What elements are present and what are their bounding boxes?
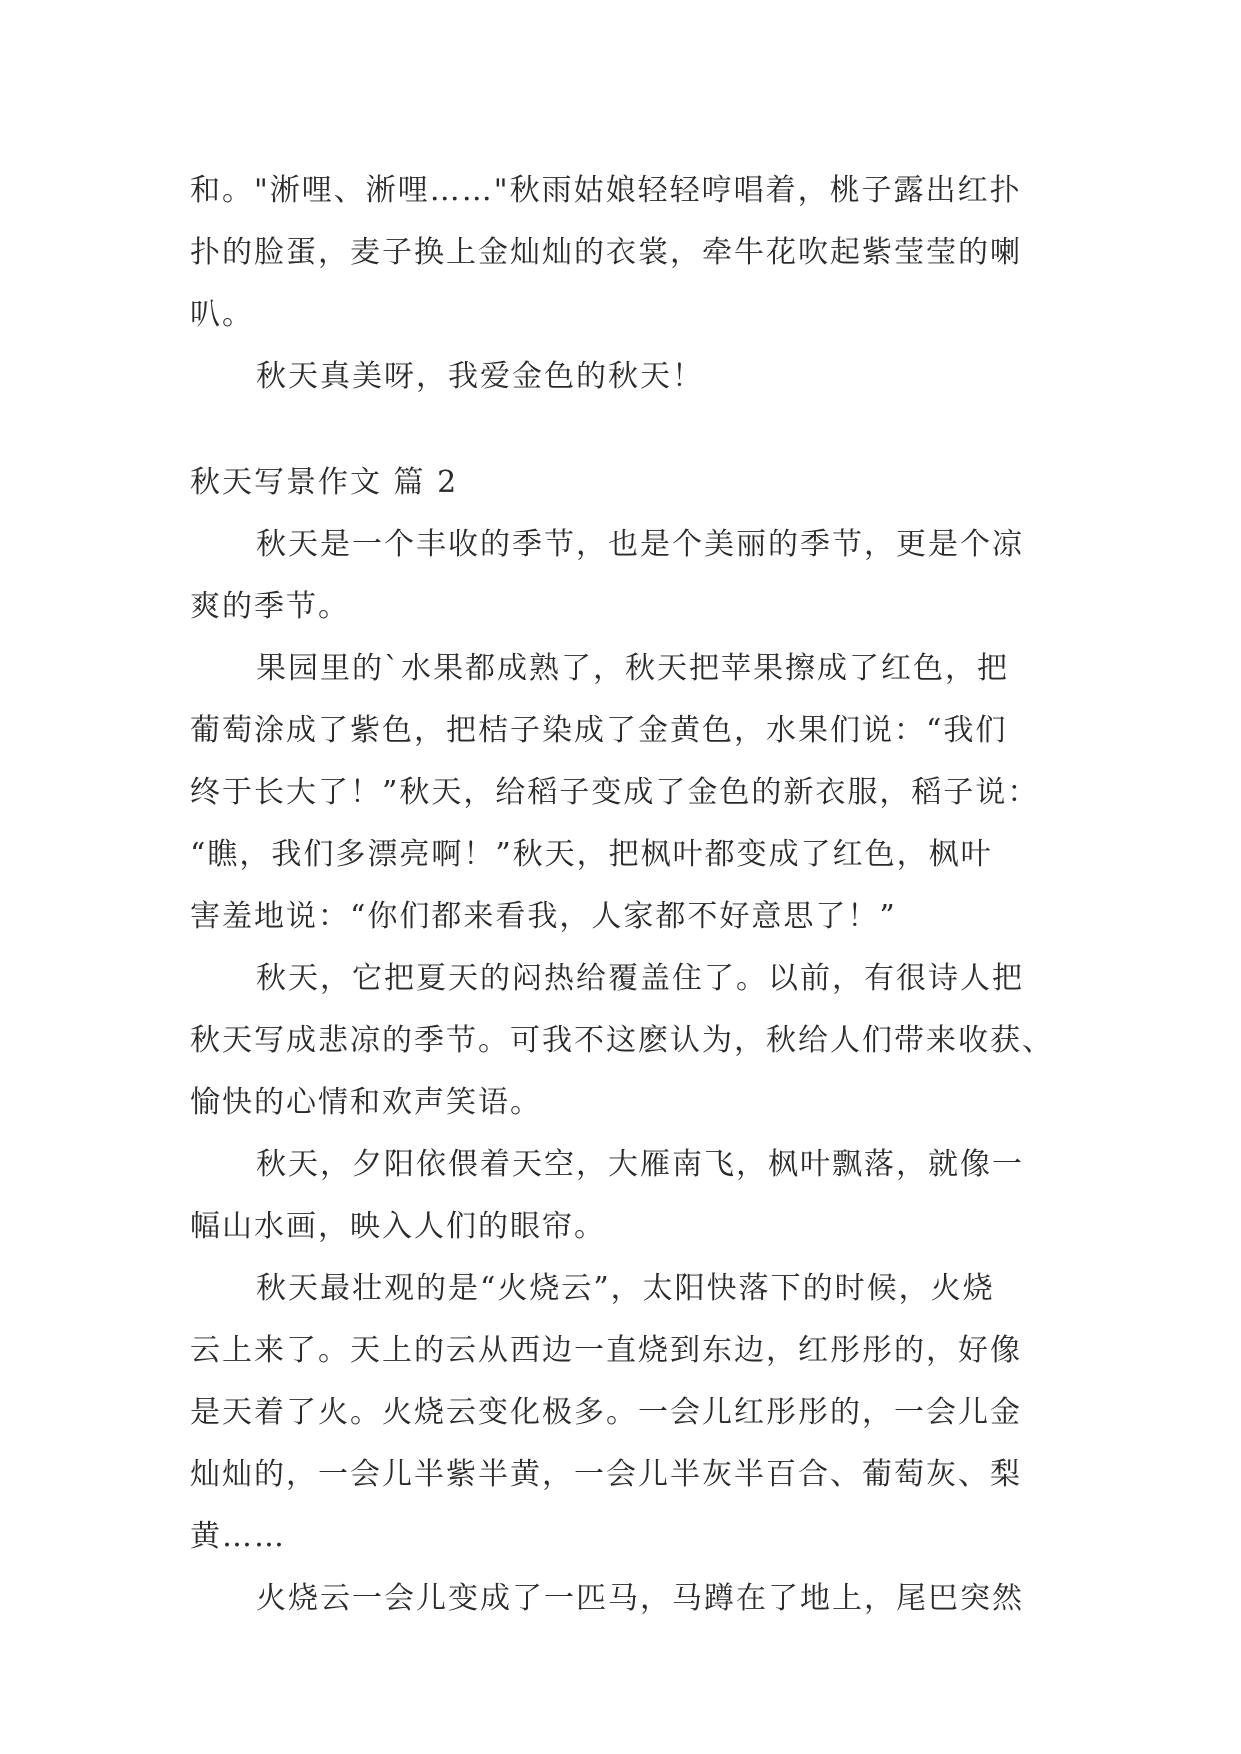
text-line: 是天着了火。火烧云变化极多。一会儿红彤彤的，一会儿金 (190, 1395, 1022, 1430)
text-line: 秋天，它把夏天的闷热给覆盖住了。以前，有很诗人把 (256, 961, 1024, 996)
text-line: 黄…… (190, 1519, 286, 1554)
text-line: 害羞地说：“你们都来看我，人家都不好意思了！” (190, 899, 897, 934)
paragraph (190, 638, 1070, 948)
section-heading: 秋天写景作文 篇 2 (190, 465, 459, 500)
document-page (190, 160, 1070, 1630)
text-line: 秋天，夕阳依偎着天空，大雁南飞，枫叶飘落，就像一 (256, 1147, 1024, 1182)
paragraph (190, 1258, 1070, 1568)
paragraph (190, 1134, 1070, 1258)
text-line: 秋天真美呀，我爱金色的秋天！ (256, 359, 704, 394)
text-line: 和。"淅哩、淅哩……"秋雨姑娘轻轻哼唱着，桃子露出红扑 (190, 173, 1022, 208)
text-line: 秋天是一个丰收的季节，也是个美丽的季节，更是个凉 (256, 527, 1024, 562)
paragraph (190, 1568, 1070, 1630)
text-line: 幅山水画，映入人们的眼帘。 (190, 1209, 606, 1244)
text-line: 葡萄涂成了紫色，把桔子染成了金黄色，水果们说：“我们 (190, 713, 1008, 748)
text-line: 秋天最壮观的是“火烧云”，太阳快落下的时候，火烧 (256, 1271, 995, 1306)
text-line: 秋天写成悲凉的季节。可我不这麽认为，秋给人们带来收获、 (190, 1023, 1054, 1058)
paragraph (190, 948, 1070, 1134)
paragraph (190, 514, 1070, 638)
text-line: 愉快的心情和欢声笑语。 (190, 1085, 542, 1120)
closing-paragraph (190, 346, 1070, 408)
text-line: 爽的季节。 (190, 589, 350, 624)
section1-tail-paragraph (190, 160, 1070, 346)
text-line: 云上来了。天上的云从西边一直烧到东边，红彤彤的，好像 (190, 1333, 1022, 1368)
text-line: “瞧，我们多漂亮啊！”秋天，把枫叶都变成了红色，枫叶 (190, 837, 993, 872)
text-line: 叭。 (190, 297, 254, 332)
text-line: 灿灿的，一会儿半紫半黄，一会儿半灰半百合、葡萄灰、梨 (190, 1457, 1022, 1492)
text-line: 终于长大了！”秋天，给稻子变成了金色的新衣服，稻子说： (190, 775, 1040, 810)
text-line: 火烧云一会儿变成了一匹马，马蹲在了地上，尾巴突然 (256, 1581, 1024, 1616)
text-line: 果园里的`水果都成熟了，秋天把苹果擦成了红色，把 (256, 651, 1009, 686)
text-line: 扑的脸蛋，麦子换上金灿灿的衣裳，牵牛花吹起紫莹莹的喇 (190, 235, 1022, 270)
